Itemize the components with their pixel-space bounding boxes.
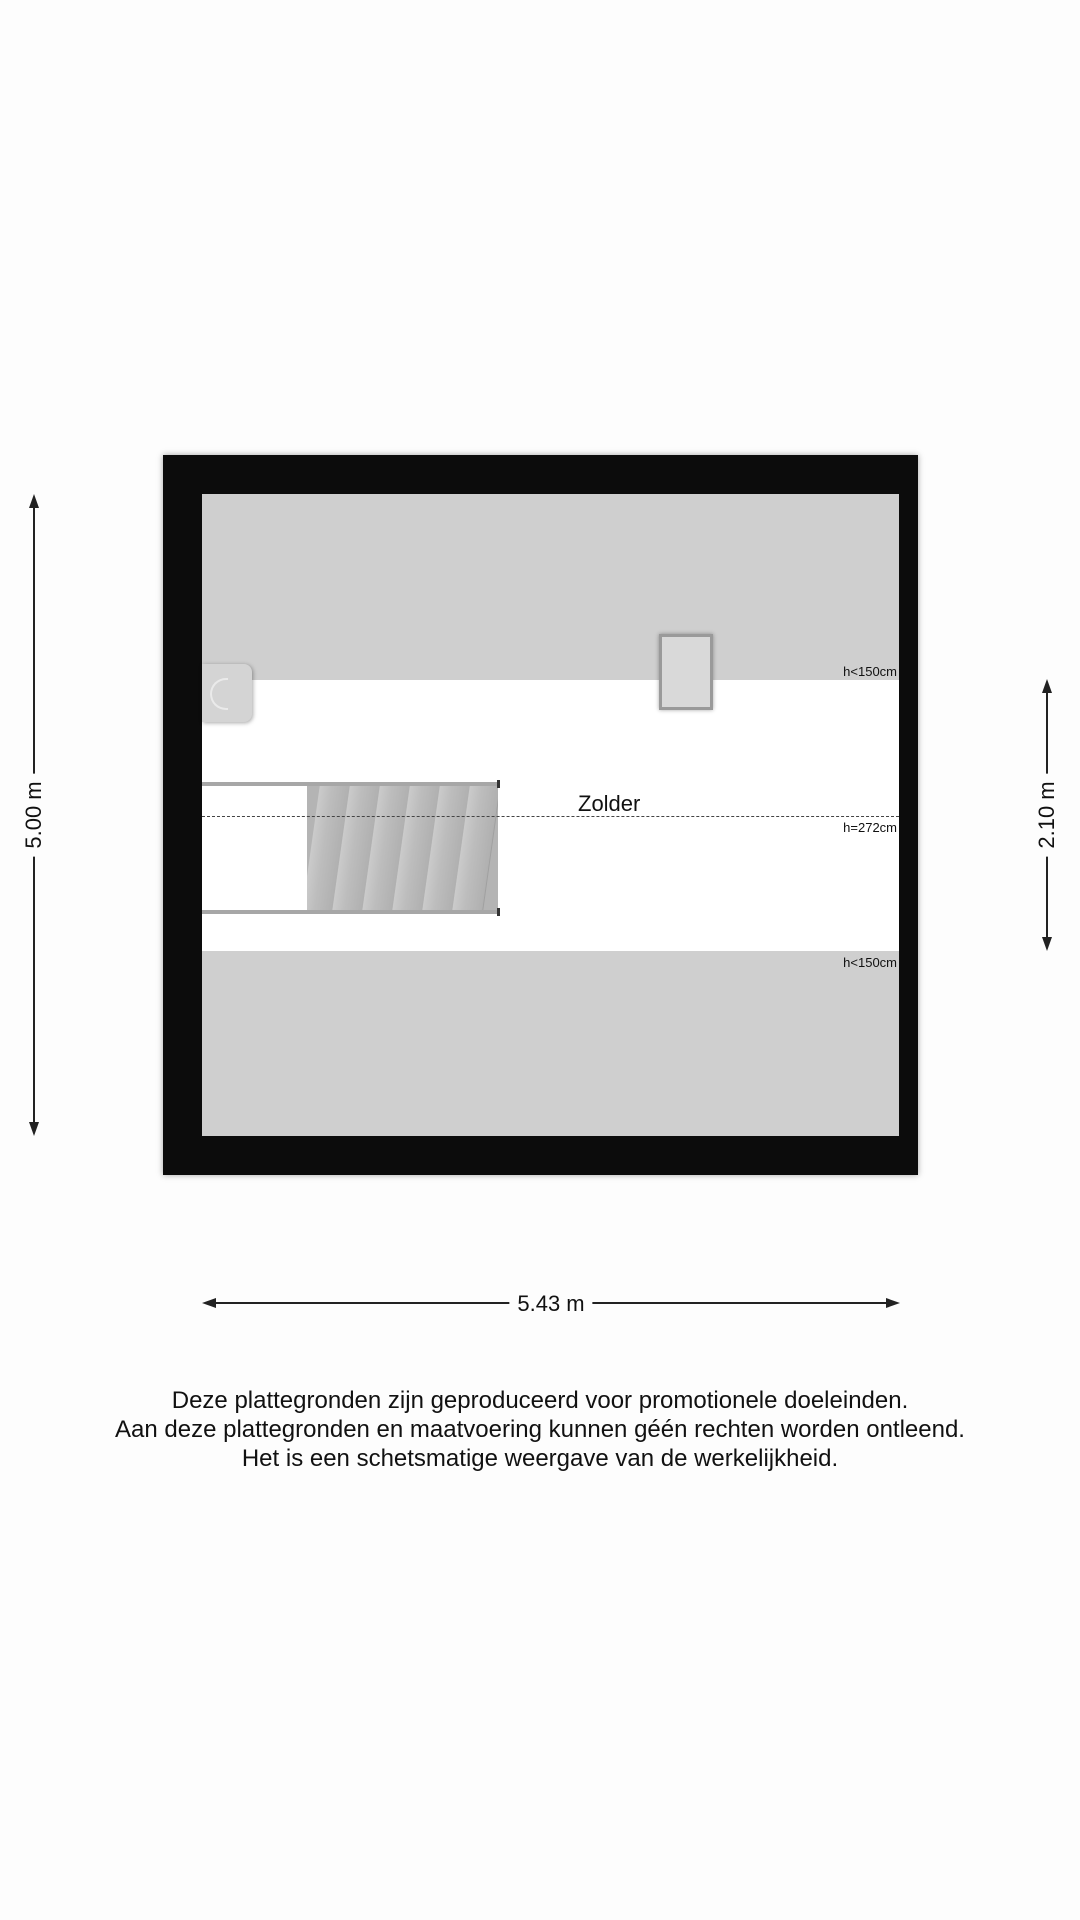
chimney xyxy=(202,664,252,722)
disclaimer-line: Aan deze plattegronden en maatvoering kunnen géén rechten worden ontleend. xyxy=(115,1416,965,1443)
stair-post xyxy=(497,780,500,788)
height-label-ridge: h=272cm xyxy=(843,820,897,835)
height-label-bottom: h<150cm xyxy=(843,955,897,970)
low-ceiling-zone-bottom xyxy=(202,951,899,1136)
arrow-down-icon xyxy=(29,1122,39,1136)
arrow-up-icon xyxy=(29,494,39,508)
standing-zone-dimension-label: 2.10 m xyxy=(1034,773,1060,856)
staircase xyxy=(202,782,498,914)
arrow-down-icon xyxy=(1042,937,1052,951)
low-ceiling-zone-top xyxy=(202,494,899,680)
floor-area xyxy=(202,494,899,1136)
ridge-line xyxy=(202,816,899,817)
disclaimer-line: Het is een schetsmatige weergave van de werkelijkheid. xyxy=(241,1445,839,1472)
height-label-top: h<150cm xyxy=(843,664,897,679)
width-dimension-label: 5.43 m xyxy=(509,1291,592,1317)
height-dimension-label: 5.00 m xyxy=(21,773,47,856)
disclaimer xyxy=(0,1386,1080,1473)
arrow-right-icon xyxy=(886,1298,900,1308)
arrow-up-icon xyxy=(1042,679,1052,693)
room-label: Zolder xyxy=(578,791,641,816)
arrow-left-icon xyxy=(202,1298,216,1308)
chimney-vent-icon xyxy=(210,678,228,710)
disclaimer-line: Deze plattegronden zijn geproduceerd voor promotionele doeleinden. xyxy=(171,1387,909,1414)
roof-window xyxy=(659,634,713,710)
stair-post xyxy=(497,908,500,916)
stair-treads xyxy=(307,786,498,910)
